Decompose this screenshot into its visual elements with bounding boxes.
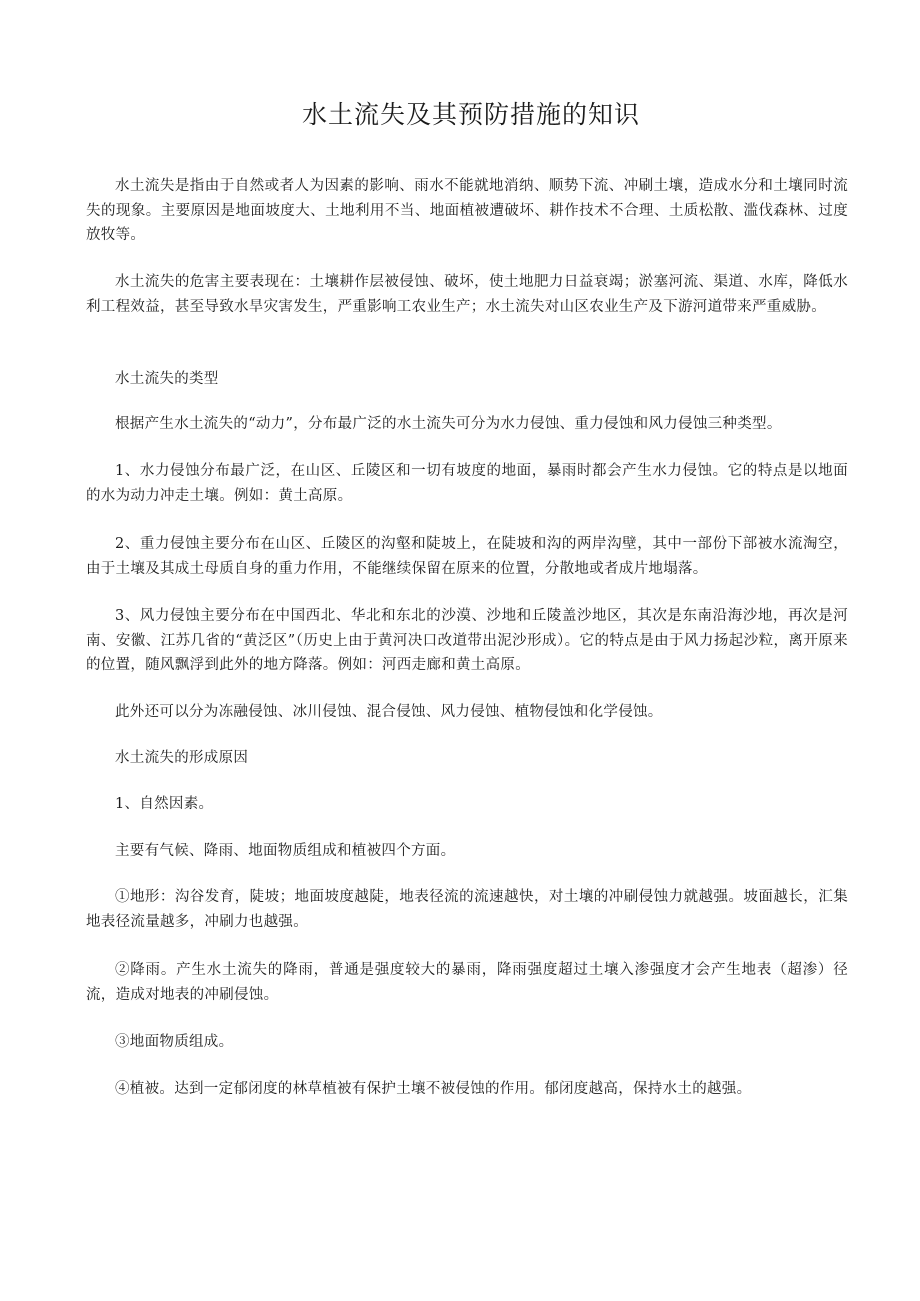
paragraph-rainfall: ②降雨。产生水土流失的降雨，普通是强度较大的暴雨，降雨强度超过土壤入渗强度才会产生地表（超渗）径流，造成对地表的冲刷侵蚀。 bbox=[86, 962, 848, 1003]
paragraph-four-aspects: 主要有气候、降雨、地面物质组成和植被四个方面。 bbox=[115, 843, 456, 859]
section-heading-causes: 水土流失的形成原因 bbox=[115, 750, 249, 766]
section-heading-types: 水土流失的类型 bbox=[115, 371, 219, 387]
paragraph-types-intro: 根据产生水土流失的“动力”，分布最广泛的水土流失可分为水力侵蚀、重力侵蚀和风力侵蚀三种类型。 bbox=[115, 416, 782, 432]
paragraph-water-erosion: 1、水力侵蚀分布最广泛，在山区、丘陵区和一切有坡度的地面，暴雨时都会产生水力侵蚀。它的特点是以地面的水为动力冲走土壤。例如：黄土高原。 bbox=[86, 463, 848, 504]
paragraph-other-erosion: 此外还可以分为冻融侵蚀、冰川侵蚀、混合侵蚀、风力侵蚀、植物侵蚀和化学侵蚀。 bbox=[115, 704, 663, 720]
paragraph-vegetation: ④植被。达到一定郁闭度的林草植被有保护土壤不被侵蚀的作用。郁闭度越高，保持水土的越强。 bbox=[115, 1081, 752, 1097]
document-title: 水土流失及其预防措施的知识 bbox=[301, 100, 640, 129]
paragraph-hazards: 水土流失的危害主要表现在：土壤耕作层被侵蚀、破坏，使土地肥力日益衰竭；淤塞河流、渠道、水库，降低水利工程效益，甚至导致水旱灾害发生，严重影响工农业生产；水土流失对山区农业生产及下游河道带来严重威胁。 bbox=[86, 274, 848, 315]
paragraph-definition: 水土流失是指由于自然或者人为因素的影响、雨水不能就地消纳、顺势下流、冲刷土壤，造成水分和土壤同时流失的现象。主要原因是地面坡度大、土地利用不当、地面植被遭破坏、耕作技术不合理、土质松散、滥伐森林、过度放牧等。 bbox=[86, 178, 848, 243]
paragraph-terrain: ①地形：沟谷发育，陡坡；地面坡度越陡，地表径流的流速越快，对土壤的冲刷侵蚀力就越强。坡面越长，汇集地表径流量越多，冲刷力也越强。 bbox=[86, 889, 848, 930]
paragraph-gravity-erosion: 2、重力侵蚀主要分布在山区、丘陵区的沟壑和陡坡上，在陡坡和沟的两岸沟壁，其中一部份下部被水流淘空，由于土壤及其成土母质自身的重力作用，不能继续保留在原来的位置，分散地或者成片地塌落。 bbox=[86, 536, 848, 577]
paragraph-wind-erosion: 3、风力侵蚀主要分布在中国西北、华北和东北的沙漠、沙地和丘陵盖沙地区，其次是东南沿海沙地，再次是河南、安徽、江苏几省的“黄泛区”（历史上由于黄河决口改道带出泥沙形成）。它的特点是由于风力扬起沙粒，离开原来的位置，随风飘浮到此外的地方降落。例如：河西走廊和黄土高原。 bbox=[86, 608, 848, 673]
paragraph-ground-material: ③地面物质组成。 bbox=[115, 1034, 234, 1050]
paragraph-natural-factors: 1、自然因素。 bbox=[115, 796, 214, 812]
